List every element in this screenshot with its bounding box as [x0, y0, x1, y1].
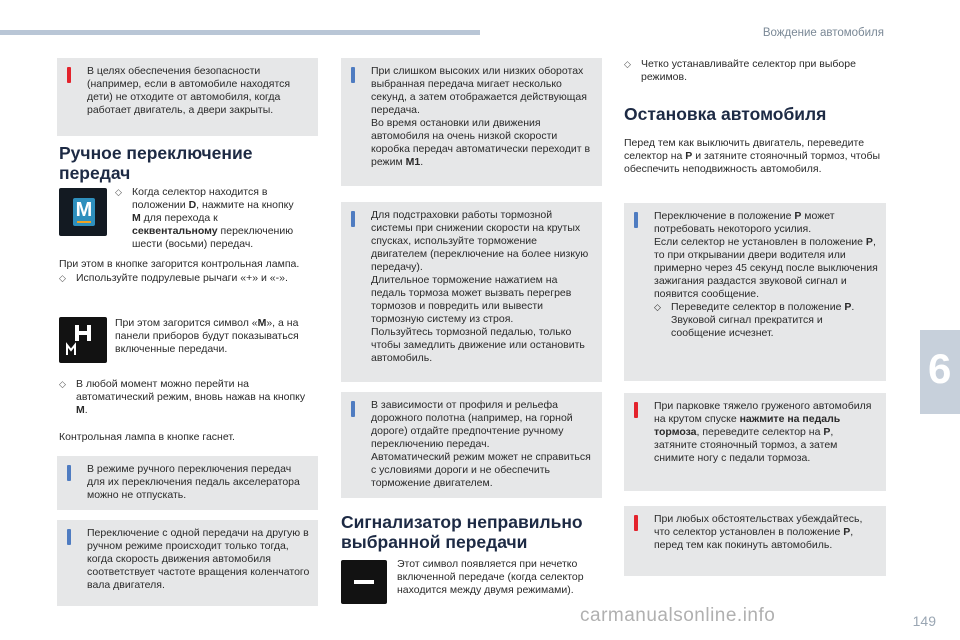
warning-box-safety — [57, 58, 318, 136]
info-icon — [67, 465, 71, 481]
info-text: Переключение в положение P может потребовать некоторого усилия. — [654, 210, 835, 235]
info-text: В режиме ручного переключения передач для их переключения педаль акселератора можно не отпускать. — [87, 463, 300, 501]
lamp-off-text: Контрольная лампа в кнопке гаснет. — [59, 431, 235, 443]
info-icon — [67, 529, 71, 545]
page-number: 149 — [912, 613, 936, 629]
info-box-park-position — [624, 203, 886, 381]
warning-text: В целях обеспечения безопасности (например, если в автомобиле находятся дети) не отходите от автомобиля, когда работает двигатель, а двери закрыты. — [87, 65, 291, 116]
bullet-text: В любой момент можно перейти на автоматический режим, вновь нажав на кнопку M. — [76, 378, 306, 416]
manual-display-icon — [59, 317, 107, 363]
m-button-icon — [59, 188, 107, 236]
symbol-m-text: При этом загорится символ «M», а на панели приборов будут показываться включенные передачи. — [115, 317, 299, 355]
warning-icon — [634, 515, 638, 531]
info-text: Автоматический режим может не справиться с условиями дороги и не обеспечить торможение двигателем. — [371, 451, 591, 489]
stop-text: Перед тем как выключить двигатель, переведите селектор на P и затяните стояночный тормоз, чтобы обеспечить неподвижность автомобиля. — [624, 137, 881, 175]
bullet-selector — [624, 58, 889, 84]
info-box-engine-braking — [341, 202, 602, 382]
bullet-icon: ◇ — [115, 187, 122, 197]
warning-icon — [634, 402, 638, 418]
bullet-auto-return — [59, 378, 319, 417]
info-box-shift-condition — [57, 520, 318, 606]
info-text: Во время остановки или движения автомобиля на очень низкой скорости коробка передач автоматически переходит в режим M1. — [371, 117, 591, 168]
m-badge-icon: M — [73, 198, 95, 226]
bullet-icon: ◇ — [59, 273, 66, 283]
bullet-icon: ◇ — [624, 59, 631, 69]
info-icon — [351, 211, 355, 227]
watermark: carmanualsonline.info — [580, 605, 776, 626]
info-box-accelerator — [57, 456, 318, 510]
bullet-manual-mode — [115, 186, 305, 251]
bullet-text: Когда селектор находится в положении D, нажмите на кнопку M для перехода к секвентальному переключению шести (восьми) передач. — [132, 186, 294, 250]
info-text: В зависимости от профиля и рельефа дорожного полотна (например, на горной дороге) отдайте предпочтение ручному переключению передач. — [371, 399, 573, 450]
dash-glyph — [341, 560, 387, 604]
bullet-icon: ◇ — [59, 379, 66, 389]
header-bar — [0, 30, 480, 35]
gear-display-glyph — [59, 317, 107, 363]
warning-box-leave-vehicle — [624, 506, 886, 576]
section-title: Вождение автомобиля — [762, 27, 884, 39]
bullet-icon: ◇ — [654, 302, 661, 312]
bullet-paddles — [59, 272, 319, 285]
wrong-gear-icon — [341, 560, 387, 604]
info-icon — [351, 401, 355, 417]
bullet-text: Четко устанавливайте селектор при выборе режимов. — [641, 58, 856, 83]
info-box-road-profile — [341, 392, 602, 498]
info-text: Звуковой сигнал прекратится и сообщение исчезнет. — [671, 314, 823, 339]
wrong-gear-text: Этот символ появляется при нечетко включенной передаче (когда селектор находится между двумя режимами). — [397, 558, 584, 596]
chapter-tab — [920, 330, 960, 414]
bullet-text: Используйте подрулевые рычаги «+» и «-». — [76, 272, 288, 284]
info-bullet: ◇ Переведите селектор в положение P. — [654, 301, 855, 313]
info-text: При слишком высоких или низких оборотах выбранная передача мигает несколько секунд, а затем отображается действующая передача. — [371, 65, 587, 116]
info-icon — [634, 212, 638, 228]
info-text: Для подстраховки работы тормозной системы при снижении скорости на крутых спусках, используйте торможение двигателем (переключение на более низкую передачу). — [371, 209, 589, 273]
warning-text: При любых обстоятельствах убеждайтесь, что селектор установлен в положение P, перед тем как покинуть автомобиль. — [654, 513, 863, 551]
info-text: Переключение с одной передачи на другую в ручном режиме происходит только тогда, когда скорость движения автомобиля соответствует частоте вращения коленчатого вала двигателя. — [87, 527, 310, 591]
info-text: Пользуйтесь тормозной педалью, только чтобы замедлить движение или остановить автомобиль. — [371, 326, 585, 364]
warning-text: При парковке тяжело груженого автомобиля на крутом спуске нажмите на педаль тормоза, переведите селектор на P, затяните стояночный тормоз, а затем снимите ногу с педали тормоза. — [654, 400, 872, 464]
manual-shift-heading: Ручное переключение передач — [59, 143, 253, 183]
chapter-number: 6 — [928, 345, 952, 392]
warning-icon — [67, 67, 71, 83]
info-text: Если селектор не установлен в положение P, то при открывании двери водителя или примерно через 45 секунд после выключения зажигания раздастся звуковой сигнал и появится сообщение. — [654, 236, 878, 300]
info-box-rpm — [341, 58, 602, 186]
wrong-gear-heading: Сигнализатор неправильно выбранной передачи — [341, 512, 583, 552]
lamp-text: При этом в кнопке загорится контрольная лампа. — [59, 258, 300, 270]
warning-box-heavy-load — [624, 393, 886, 491]
info-icon — [351, 67, 355, 83]
info-text: Длительное торможение нажатием на педаль тормоза может вызвать перегрев тормозов и повредить или вывести тормозную систему из строя. — [371, 274, 572, 325]
stop-heading: Остановка автомобиля — [624, 104, 827, 124]
